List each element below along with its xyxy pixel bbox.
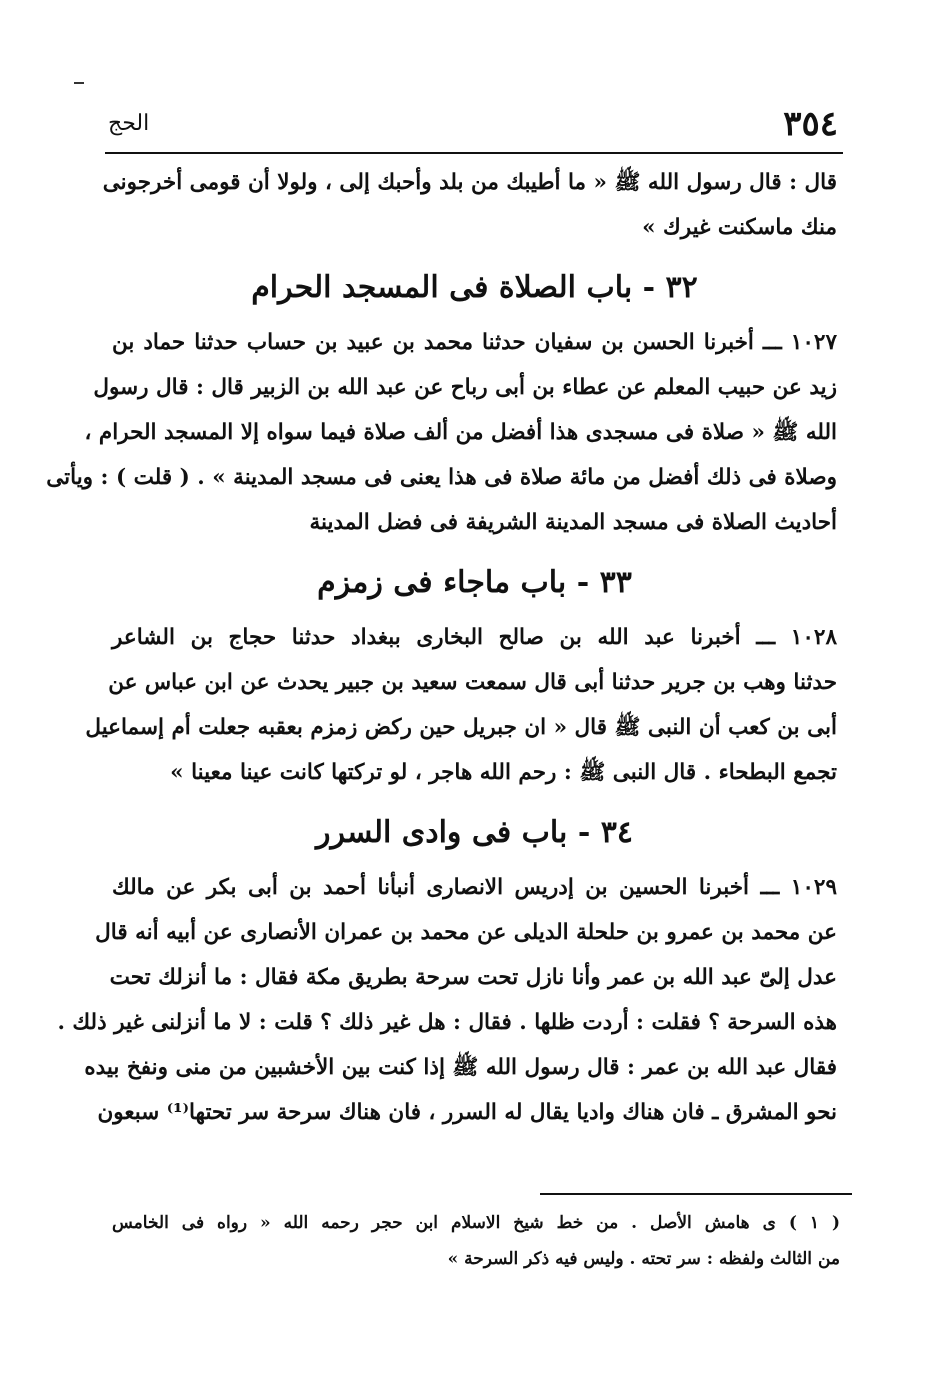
text-line: أحاديث الصلاة فى مسجد المدينة الشريفة فى فضل المدينة [309, 510, 837, 535]
paragraph-continuation [102, 160, 837, 250]
text-line: نحو المشرق ـ فان هناك واديا يقال له السرر ، فان هناك سرحة سر تحتها⁽¹⁾ سبعون [97, 1100, 837, 1125]
running-head: الحج [108, 111, 150, 136]
scan-speck [74, 82, 84, 84]
text-line: وصلاة فى ذلك أفضل من مائة صلاة فى هذا يعنى فى مسجد المدينة » . ( قلت ) : ويأتى [46, 465, 837, 490]
footnote-line: ( ١ ) ى هامش الأصل . من خط شيخ الاسلام ابن حجر رحمه الله « رواه فى الخامس [112, 1213, 840, 1233]
footnotes [112, 1205, 840, 1277]
page-number: ٣٥٤ [783, 104, 838, 144]
text-line: تجمع البطحاء . قال النبى ﷺ : رحم الله هاجر ، لو تركتها كانت عينا معينا » [170, 760, 837, 785]
text-line: أبى بن كعب أن النبى ﷺ قال « ان جبريل حين ركض زمزم بعقبه جعلت أم إسماعيل [85, 715, 837, 740]
text-line: ١٠٢٩ ـــ أخبرنا الحسين بن إدريس الانصارى أنبأنا أحمد بن أبى بكر عن مالك [112, 875, 837, 900]
hadith-paragraph [57, 865, 837, 1135]
text-line: هذه السرحة ؟ فقلت : أردت ظلها . فقال : هل غير ذلك ؟ قلت : لا ما أنزلنى غير ذلك . [57, 1010, 837, 1035]
page-header [108, 100, 838, 148]
text-line: ١٠٢٨ ـــ أخبرنا عبد الله بن صالح البخارى ببغداد حدثنا حجاج بن الشاعر [112, 625, 837, 650]
hadith-paragraph [46, 320, 837, 545]
text-line: قال : قال رسول الله ﷺ « ما أطيبك من بلد وأحبك إلى ، ولولا أن قومى أخرجونى [102, 170, 837, 195]
hadith-paragraph [85, 615, 837, 795]
text-line: زيد عن حبيب المعلم عن عطاء بن أبى رباح عن عبد الله بن الزبير قال : قال رسول [93, 375, 837, 400]
footnote-line: من الثالث ولفظه : سر تحته . وليس فيه ذكر السرحة » [447, 1249, 840, 1269]
page-body [46, 160, 837, 1135]
footnote-rule [540, 1193, 852, 1195]
chapter-heading: ٣٤ - باب فى وادى السرر [316, 815, 633, 850]
text-line: حدثنا وهب بن جرير حدثنا أبى قال سمعت سعيد بن جبير يحدث عن ابن عباس عن [108, 670, 837, 695]
text-line: عدل إلىّ عبد الله بن عمر وأنا نازل تحت سرحة بطريق مكة فقال : ما أنزلك تحت [109, 965, 837, 990]
chapter-heading: ٣٢ - باب الصلاة فى المسجد الحرام [251, 270, 698, 305]
text-line: عن محمد بن عمرو بن حلحلة الديلى عن محمد بن عمران الأنصارى عن أبيه أنه قال [95, 920, 837, 945]
header-rule [105, 152, 843, 154]
text-line: منك ماسكنت غيرك » [642, 215, 837, 240]
text-line: ١٠٢٧ ـــ أخبرنا الحسن بن سفيان حدثنا محمد بن عبيد بن حساب حدثنا حماد بن [112, 330, 837, 355]
text-line: الله ﷺ « صلاة فى مسجدى هذا أفضل من ألف صلاة فيما سواه إلا المسجد الحرام ، [84, 420, 837, 445]
chapter-heading: ٣٣ - باب ماجاء فى زمزم [317, 565, 632, 600]
text-line: فقال عبد الله بن عمر : قال رسول الله ﷺ إذا كنت بين الأخشبين من منى ونفخ بيده [84, 1055, 837, 1080]
